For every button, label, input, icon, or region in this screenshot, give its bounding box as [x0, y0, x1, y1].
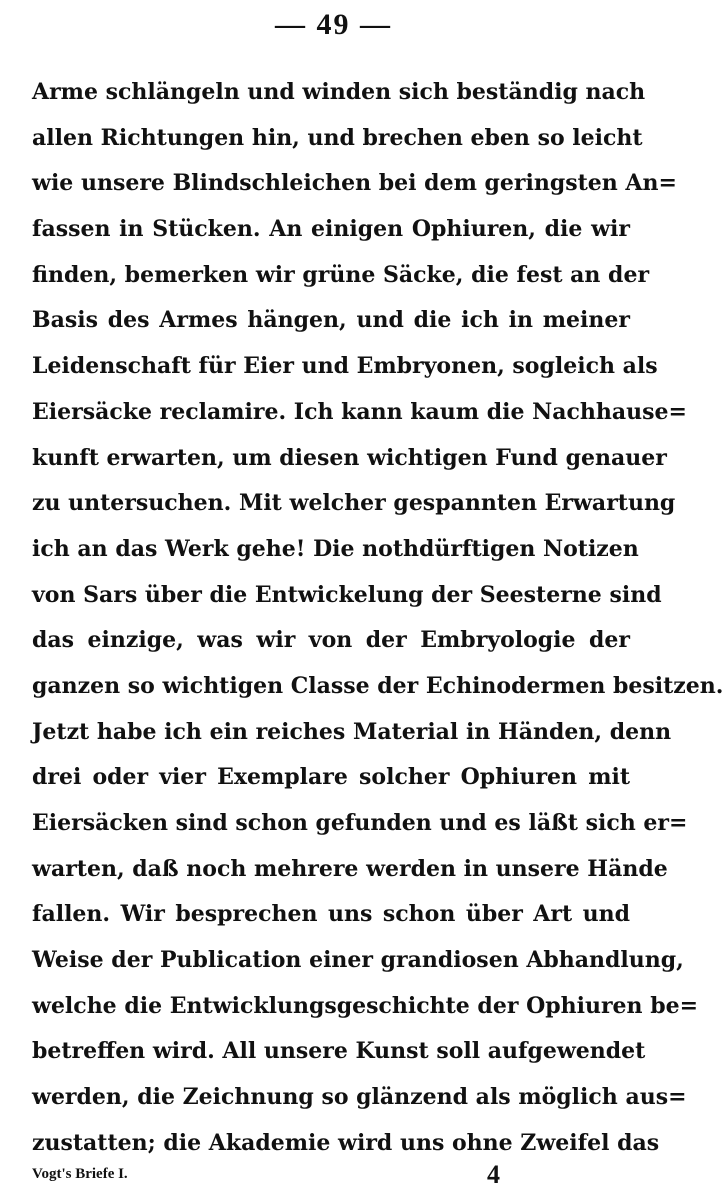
body-text [32, 70, 723, 1167]
text-line: werden, die Zeichnung so glänzend als möglich aus= [32, 1084, 687, 1111]
text-line: Arme schlängeln und winden sich beständig nach [32, 79, 646, 105]
text-line: Basis des Armes hängen, und die ich in meiner [32, 307, 630, 334]
text-line: Leidenschaft für Eier und Embryonen, sogleich als [32, 353, 658, 380]
page-number: — 49 — [275, 8, 392, 41]
page-footer [32, 1160, 630, 1190]
text-line: Eiersäcke reclamire. Ich kann kaum die Nachhause= [32, 398, 687, 425]
text-line: ganzen so wichtigen Classe der Echinodermen besitzen. [32, 672, 723, 699]
text-line: finden, bemerken wir grüne Säcke, die fest an der [32, 261, 650, 288]
text-line: Eiersäcken sind schon gefunden und es läßt sich er= [32, 810, 688, 836]
signature-mark: Vogt's Briefe I. [32, 1166, 128, 1182]
text-line: Weise der Publication einer grandiosen Abhandlung, [32, 947, 684, 974]
text-line: allen Richtungen hin, und brechen eben so leicht [32, 124, 643, 151]
text-line: Jetzt habe ich ein reiches Material in Händen, denn [32, 718, 672, 745]
text-line: welche die Entwicklungsgeschichte der Ophiuren be= [32, 992, 699, 1019]
text-line: fallen. Wir besprechen uns schon über Art und [32, 901, 630, 928]
text-line: von Sars über die Entwickelung der Seesterne sind [32, 581, 662, 608]
text-line: zustatten; die Akademie wird uns ohne Zweifel das [32, 1129, 660, 1156]
text-line: betreffen wird. All unsere Kunst soll aufgewendet [32, 1038, 646, 1065]
text-line: kunft erwarten, um diesen wichtigen Fund genauer [32, 444, 667, 471]
text-line: drei oder vier Exemplare solcher Ophiuren mit [32, 764, 630, 791]
sheet-number: 4 [487, 1160, 500, 1189]
text-line: warten, daß noch mehrere werden in unsere Hände [32, 855, 668, 882]
text-line: ich an das Werk gehe! Die nothdürftigen Notizen [32, 535, 639, 562]
text-line: zu untersuchen. Mit welcher gespannten Erwartung [32, 490, 676, 517]
text-line: wie unsere Blindschleichen bei dem geringsten An= [32, 170, 677, 197]
text-line: fassen in Stücken. An einigen Ophiuren, die wir [32, 216, 630, 243]
text-line: das einzige, was wir von der Embryologie der [32, 627, 630, 654]
